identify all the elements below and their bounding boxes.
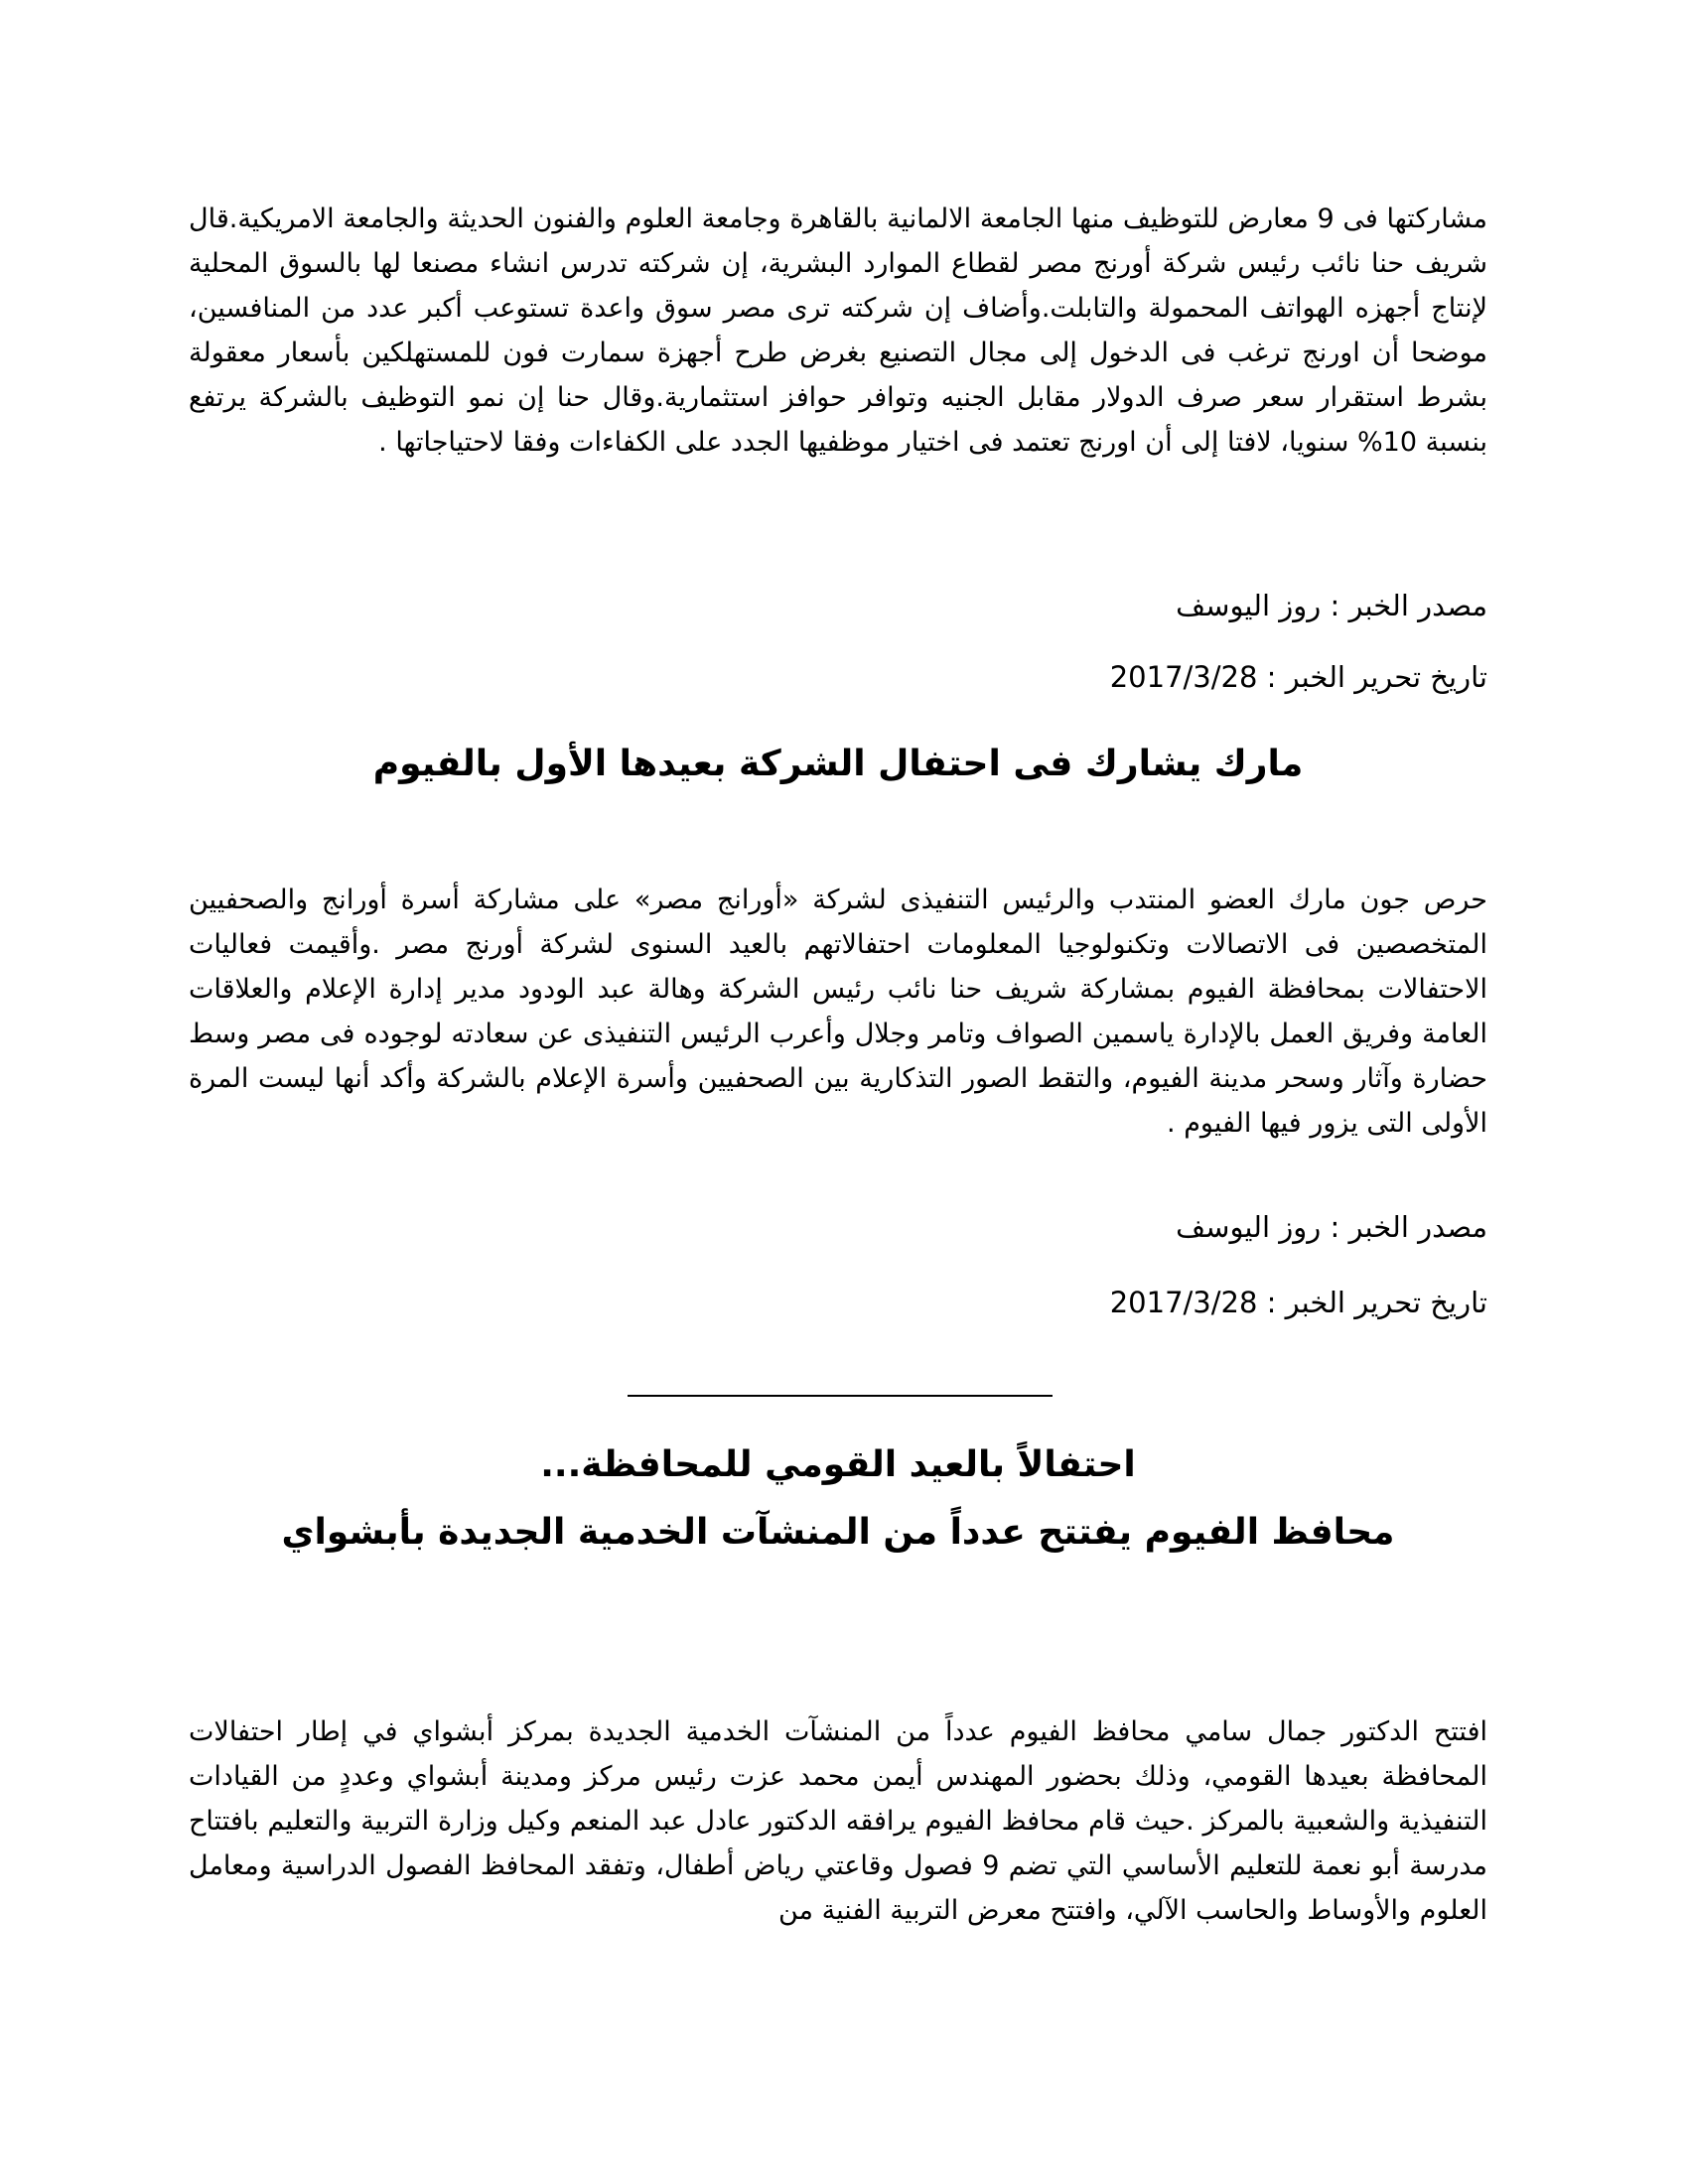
article-3-title-line-2: محافظ الفيوم يفتتح عدداً من المنشآت الخدمية الجديدة بأبشواي	[281, 1512, 1395, 1553]
article-3-paragraph: افتتح الدكتور جمال سامي محافظ الفيوم عدداً من المنشآت الخدمية الجديدة بمركز أبشواي في إطار احتفالات المحافظة بعيدها القومي، وذلك بحضور المهندس أيمن محمد عزت رئيس مركز ومدينة أبشواي وعددٍ من القيادات التنفيذية والشعبية بالمركز .حيث قام محافظ الفيوم يرافقه الدكتور عادل عبد المنعم وكيل وزارة التربية والتعليم بافتتاح مدرسة أبو نعمة للتعليم الأساسي التي تضم 9 فصول وقاعتي رياض أطفال، وتفقد المحافظ الفصول الدراسية ومعامل العلوم والأوساط والحاسب الآلي، وافتتح معرض التربية الفنية من	[189, 1716, 1487, 1926]
article-1-body	[189, 197, 1487, 465]
article-1-source: مصدر الخبر : روز اليوسف	[1176, 589, 1487, 622]
article-2-paragraph: حرص جون مارك العضو المنتدب والرئيس التنفيذى لشركة «أورانج مصر» على مشاركة أسرة أورانج والصحفيين المتخصصين فى الاتصالات وتكنولوجيا المعلومات احتفالاتهم بالعيد السنوى لشركة أورنج مصر .وأقيمت فعاليات الاحتفالات بمحافظة الفيوم بمشاركة شريف حنا نائب رئيس الشركة وهالة عبد الودود مدير إدارة الإعلام والعلاقات العامة وفريق العمل بالإدارة ياسمين الصواف وتامر وجلال وأعرب الرئيس التنفيذى عن سعادته لوجوده فى مصر وسط حضارة وآثار وسحر مدينة الفيوم، والتقط الصور التذكارية بين الصحفيين وأسرة الإعلام بالشركة وأكد أنها ليست المرة الأولى التى يزور فيها الفيوم .	[189, 885, 1487, 1139]
article-2-body	[189, 878, 1487, 1146]
article-2-date: تاريخ تحرير الخبر : 2017/3/28	[1109, 1286, 1487, 1319]
article-1-paragraph: مشاركتها فى 9 معارض للتوظيف منها الجامعة الالمانية بالقاهرة وجامعة العلوم والفنون الحديثة والجامعة الامريكية.قال شريف حنا نائب رئيس شركة أورنج مصر لقطاع الموارد البشرية، إن شركته تدرس انشاء مصنعا لها بالسوق المحلية لإنتاج أجهزه الهواتف المحمولة والتابلت.وأضاف إن شركته ترى مصر سوق واعدة تستوعب أكبر عدد من المنافسين، موضحا أن اورنج ترغب فى الدخول إلى مجال التصنيع بغرض طرح أجهزة سمارت فون للمستهلكين بأسعار معقولة بشرط استقرار سعر صرف الدولار مقابل الجنيه وتوافر حوافز استثمارية.وقال حنا إن نمو التوظيف بالشركة يرتفع بنسبة 10% سنويا، لافتا إلى أن اورنج تعتمد فى اختيار موظفيها الجدد على الكفاءات وفقا لاحتياجاتها .	[189, 204, 1487, 458]
article-1-date: تاريخ تحرير الخبر : 2017/3/28	[1109, 660, 1487, 694]
article-2-source: مصدر الخبر : روز اليوسف	[1176, 1210, 1487, 1244]
section-divider	[628, 1395, 1053, 1397]
article-3-title-line-1: احتفالاً بالعيد القومي للمحافظة...	[540, 1444, 1136, 1485]
article-2-title: مارك يشارك فى احتفال الشركة بعيدها الأول بالفيوم	[372, 744, 1304, 784]
article-3-body	[189, 1709, 1487, 1933]
